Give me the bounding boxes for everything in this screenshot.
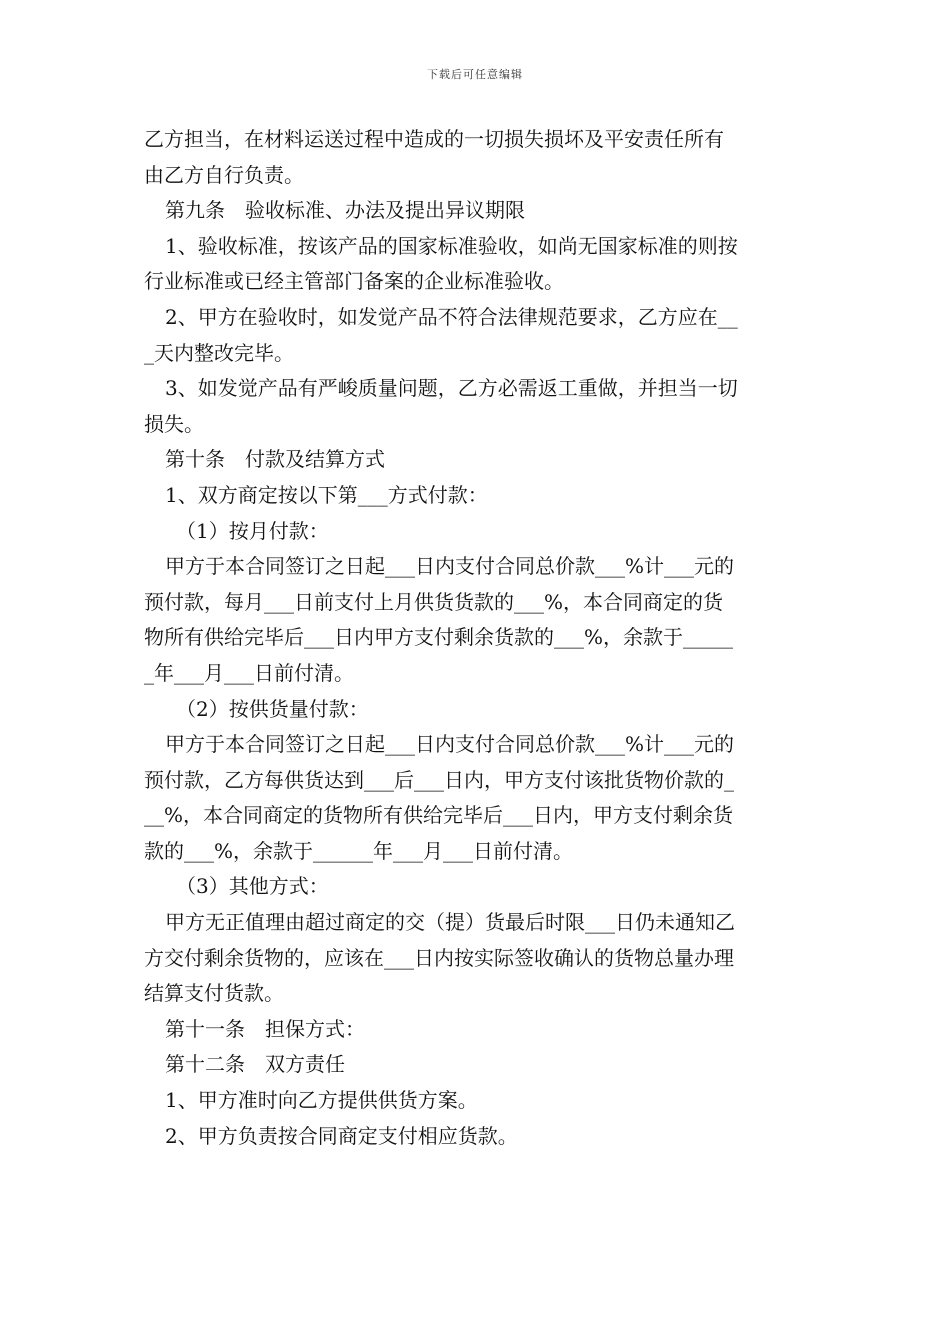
text-line: __%，本合同商定的货物所有供给完毕后___日内，甲方支付剩余货	[144, 803, 734, 828]
page-header: 下载后可任意编辑	[427, 68, 523, 81]
article-heading: 第九条 验收标准、办法及提出异议期限	[165, 198, 525, 223]
text-line: 预付款，乙方每供货达到___后___日内，甲方支付该批货物价款的_	[144, 767, 734, 792]
text-line: 款的___%，余款于______年___月___日前付清。	[144, 838, 574, 863]
text-line: _年___月___日前付清。	[144, 660, 354, 685]
article-heading: 第十条 付款及结算方式	[165, 447, 385, 472]
article-heading: 第十二条 双方责任	[165, 1052, 345, 1077]
text-line: 甲方无正值理由超过商定的交（提）货最后时限___日仍未通知乙	[165, 910, 735, 935]
text-line: 物所有供给完毕后___日内甲方支付剩余货款的___%，余款于_____	[144, 625, 734, 650]
sub-heading: （1）按月付款：	[176, 518, 329, 543]
article-heading: 第十一条 担保方式：	[165, 1016, 365, 1041]
text-line: 1、甲方准时向乙方提供供货方案。	[165, 1088, 478, 1113]
text-line: _天内整改完毕。	[144, 340, 294, 365]
text-line: 损失。	[144, 411, 204, 436]
sub-heading: （3）其他方式：	[176, 874, 329, 899]
text-line: 3、如发觉产品有严峻质量问题，乙方必需返工重做，并担当一切	[165, 376, 738, 401]
text-line: 行业标准或已经主管部门备案的企业标准验收。	[144, 269, 564, 294]
text-line: 乙方担当，在材料运送过程中造成的一切损失损坏及平安责任所有	[144, 127, 724, 151]
text-line: 甲方于本合同签订之日起___日内支付合同总价款___%计___元的	[165, 554, 735, 579]
text-line: 结算支付货款。	[144, 981, 284, 1006]
contract-body	[144, 122, 812, 1154]
text-line: 2、甲方在验收时，如发觉产品不符合法律规范要求，乙方应在__	[165, 304, 738, 329]
text-line: 方交付剩余货物的，应该在___日内按实际签收确认的货物总量办理	[144, 945, 734, 970]
text-line: 由乙方自行负责。	[144, 162, 304, 187]
sub-heading: （2）按供货量付款：	[176, 696, 369, 721]
text-line: 甲方于本合同签订之日起___日内支付合同总价款___%计___元的	[165, 732, 735, 757]
text-line: 1、双方商定按以下第___方式付款：	[165, 482, 488, 507]
text-line: 2、甲方负责按合同商定支付相应货款。	[165, 1123, 518, 1148]
text-line: 预付款，每月___日前支付上月供货货款的___%，本合同商定的货	[144, 589, 724, 614]
text-line: 1、验收标准，按该产品的国家标准验收，如尚无国家标准的则按	[165, 233, 738, 258]
